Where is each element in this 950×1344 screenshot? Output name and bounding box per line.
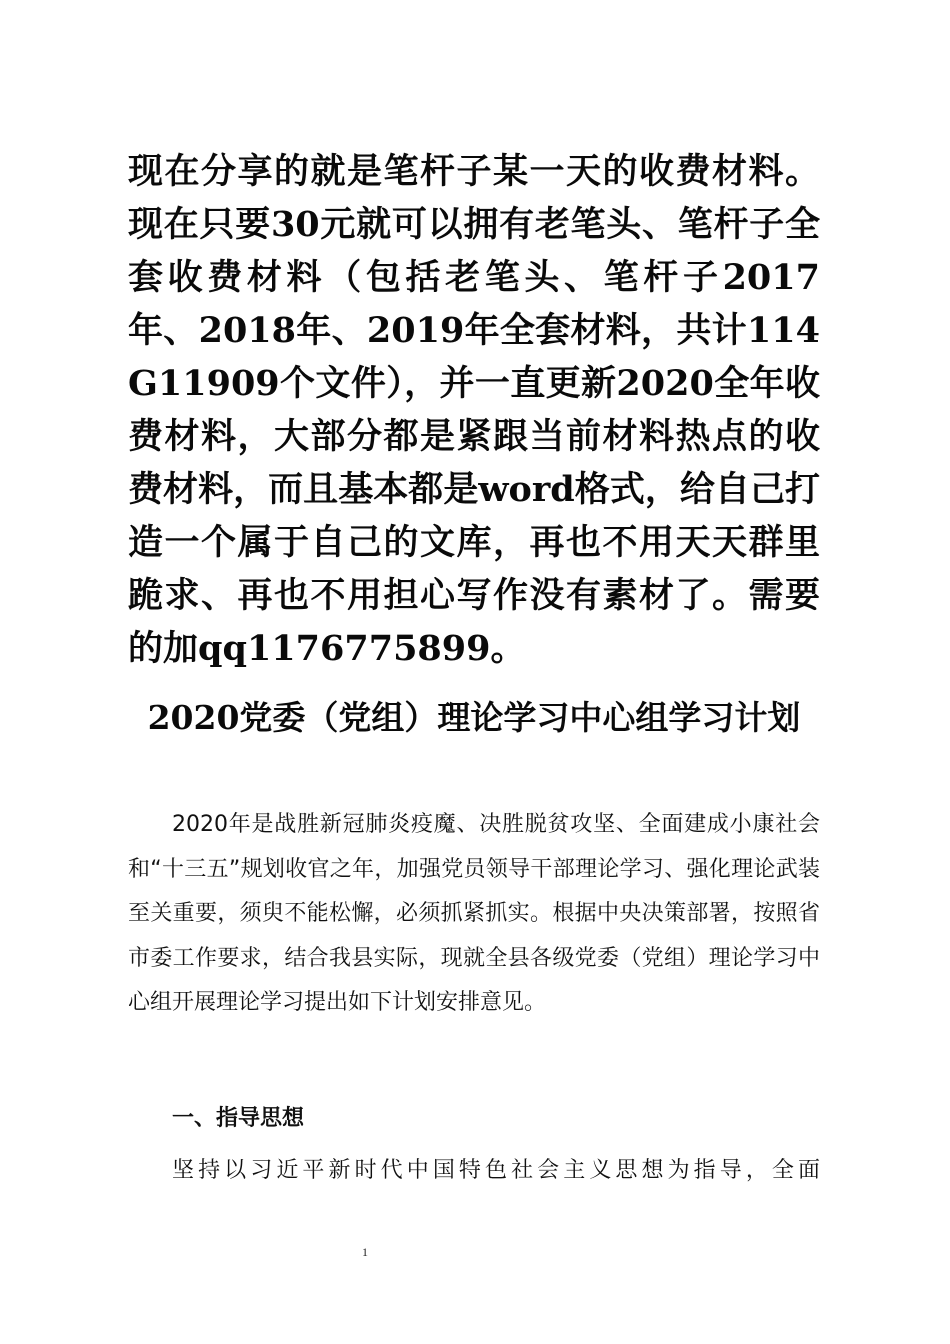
- page-number: 1: [362, 1245, 368, 1259]
- document-title: 2020党委（党组）理论学习中心组学习计划: [147, 698, 801, 737]
- section-paragraph: 坚持以习近平新时代中国特色社会主义思想为指导，全面: [172, 1158, 820, 1183]
- promo-paragraph: 现在分享的就是笔杆子某一天的收费材料。现在只要30元就可以拥有老笔头、笔杆子全套收费材料（包括老笔头、笔杆子2017年、2018年、2019年全套材料，共计114G11909个文件），并一直更新2020全年收费材料，大部分都是紧跟当前材料热点的收费材料，而且基本都是word格式，给自己打造一个属于自己的文库，再也不用天天群里跪求、再也不用担心写作没有素材了。需要的加qq1176775899。: [128, 151, 820, 669]
- section-heading-guiding-ideology: 一、指导思想: [172, 1106, 305, 1131]
- intro-paragraph: 2020年是战胜新冠肺炎疫魔、决胜脱贫攻坚、全面建成小康社会和“十三五”规划收官之年，加强党员领导干部理论学习、强化理论武装至关重要，须臾不能松懈，必须抓紧抓实。根据中央决策部署，按照省市委工作要求，结合我县实际，现就全县各级党委（党组）理论学习中心组开展理论学习提出如下计划安排意见。: [128, 812, 820, 1015]
